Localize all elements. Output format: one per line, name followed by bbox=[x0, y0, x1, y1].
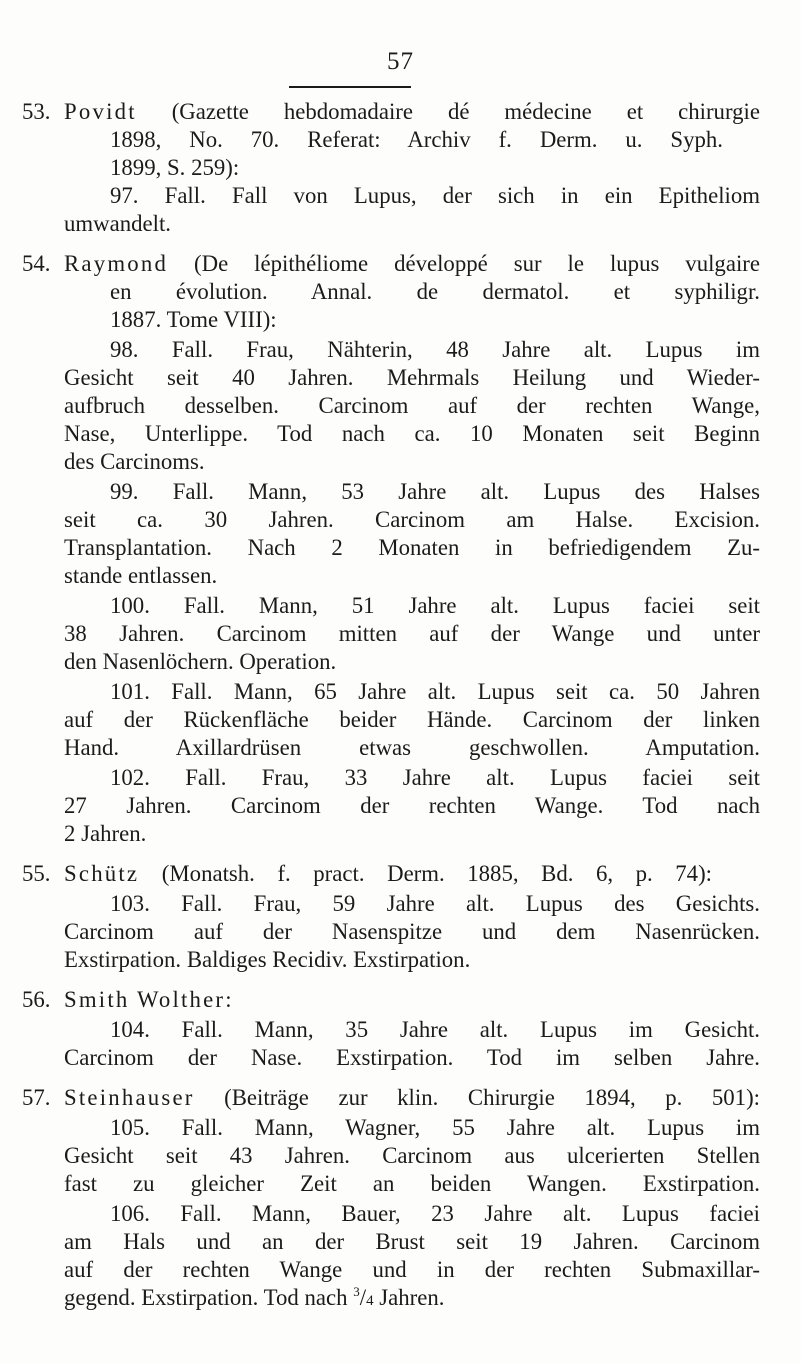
case-text-line: umwandelt. bbox=[64, 211, 171, 236]
entry-heading bbox=[64, 98, 760, 126]
author-name: Povidt bbox=[64, 99, 137, 124]
case-text-line: Carcinom auf der Nasenspitze und dem Nasenrücken. bbox=[64, 919, 760, 944]
case-text-line: 101. Fall. Mann, 65 Jahre alt. Lupus seit ca. 50 Jahren bbox=[110, 679, 760, 704]
case-text-line: Nase, Unterlippe. Tod nach ca. 10 Monaten seit Beginn bbox=[64, 421, 760, 446]
author-name: Smith Wolther bbox=[64, 987, 226, 1012]
case-text-line: 99. Fall. Mann, 53 Jahre alt. Lupus des Halses bbox=[110, 479, 760, 504]
fraction-numerator: 3 bbox=[353, 1284, 360, 1299]
entry-heading bbox=[64, 860, 712, 888]
source-citation-line: en évolution. Annal. de dermatol. et syphiligr. bbox=[110, 279, 760, 304]
case-text-line: 103. Fall. Frau, 59 Jahre alt. Lupus des Gesichts. bbox=[110, 891, 760, 916]
entry-number: 55. bbox=[22, 861, 51, 886]
source-citation-line: 1898, No. 70. Referat: Archiv f. Derm. u. Syph. bbox=[110, 127, 723, 152]
page-number: 57 bbox=[387, 48, 414, 75]
case-text-line: am Hals und an der Brust seit 19 Jahren. Carcinom bbox=[64, 1229, 760, 1254]
case-text-line: des Carcinoms. bbox=[64, 449, 205, 474]
case-text-line: 98. Fall. Frau, Nähterin, 48 Jahre alt. Lupus im bbox=[110, 337, 760, 362]
case-text-line: 102. Fall. Frau, 33 Jahre alt. Lupus faciei seit bbox=[110, 765, 760, 790]
case-text-line: 27 Jahren. Carcinom der rechten Wange. Tod nach bbox=[64, 793, 760, 818]
source-citation: (Beiträge zur klin. Chirurgie 1894, p. 501): bbox=[194, 1085, 760, 1110]
case-text-fragment: gegend. Exstirpation. Tod nach bbox=[64, 1285, 348, 1310]
author-name: Raymond bbox=[64, 251, 169, 276]
source-citation: (De lépithéliome développé sur le lupus vulgaire bbox=[168, 251, 760, 276]
case-text-line: 38 Jahren. Carcinom mitten auf der Wange und unter bbox=[64, 621, 760, 646]
case-text-line: 104. Fall. Mann, 35 Jahre alt. Lupus im Gesicht. bbox=[110, 1017, 760, 1042]
entry-number: 53. bbox=[22, 99, 51, 124]
case-text-line: auf der rechten Wange und in der rechten Submaxillar- bbox=[64, 1257, 760, 1282]
author-name: Schütz bbox=[64, 861, 140, 886]
page-number-rule bbox=[289, 86, 411, 88]
case-text-line: auf der Rückenfläche beider Hände. Carcinom der linken bbox=[64, 707, 760, 732]
entry-heading bbox=[64, 986, 232, 1014]
entry-heading bbox=[64, 250, 760, 278]
source-citation: (Gazette hebdomadaire dé médecine et chirurgie bbox=[136, 99, 760, 124]
source-citation: (Monatsh. f. pract. Derm. 1885, Bd. 6, p. 74): bbox=[139, 861, 712, 886]
case-text-line: stande entlassen. bbox=[64, 563, 218, 588]
case-text-line: Gesicht seit 43 Jahren. Carcinom aus ulcerierten Stellen bbox=[64, 1143, 760, 1168]
case-text-line: 2 Jahren. bbox=[64, 821, 147, 846]
source-citation-line: 1887. Tome VIII): bbox=[110, 307, 277, 332]
case-text-line: aufbruch desselben. Carcinom auf der rechten Wange, bbox=[64, 393, 760, 418]
entry-heading bbox=[64, 1084, 760, 1112]
case-text-line: 105. Fall. Mann, Wagner, 55 Jahre alt. Lupus im bbox=[110, 1115, 760, 1140]
case-text-line: Carcinom der Nase. Exstirpation. Tod im selben Jahre. bbox=[64, 1045, 760, 1070]
case-text-line: 100. Fall. Mann, 51 Jahre alt. Lupus faciei seit bbox=[110, 593, 760, 618]
entry-number: 56. bbox=[22, 987, 51, 1012]
source-citation: : bbox=[225, 987, 232, 1012]
case-text-line: 106. Fall. Mann, Bauer, 23 Jahre alt. Lupus faciei bbox=[110, 1201, 760, 1226]
entry-number: 57. bbox=[22, 1085, 51, 1110]
case-text-line: fast zu gleicher Zeit an beiden Wangen. Exstirpation. bbox=[64, 1171, 760, 1196]
fraction-denominator: 4 bbox=[366, 1293, 374, 1309]
case-text-line: Hand. Axillardrüsen etwas geschwollen. Amputation. bbox=[64, 735, 760, 760]
entry-number: 54. bbox=[22, 251, 51, 276]
case-text-line: Transplantation. Nach 2 Monaten in befriedigendem Zu- bbox=[64, 535, 760, 560]
case-text-line: Exstirpation. Baldiges Recidiv. Exstirpation. bbox=[64, 947, 471, 972]
case-text-line: Gesicht seit 40 Jahren. Mehrmals Heilung und Wieder- bbox=[64, 365, 760, 390]
author-name: Steinhauser bbox=[64, 1085, 195, 1110]
case-text-line: den Nasenlöchern. Operation. bbox=[64, 649, 337, 674]
case-text-fragment: Jahren. bbox=[373, 1285, 445, 1310]
case-text-line: gegend. Exstirpation. Tod nach $^3$/4 Jahren. bbox=[64, 1284, 445, 1310]
case-text-line: 97. Fall. Fall von Lupus, der sich in ein Epitheliom bbox=[110, 183, 760, 208]
case-text-line: seit ca. 30 Jahren. Carcinom am Halse. Excision. bbox=[64, 507, 760, 532]
source-citation-line: 1899, S. 259): bbox=[110, 155, 240, 180]
